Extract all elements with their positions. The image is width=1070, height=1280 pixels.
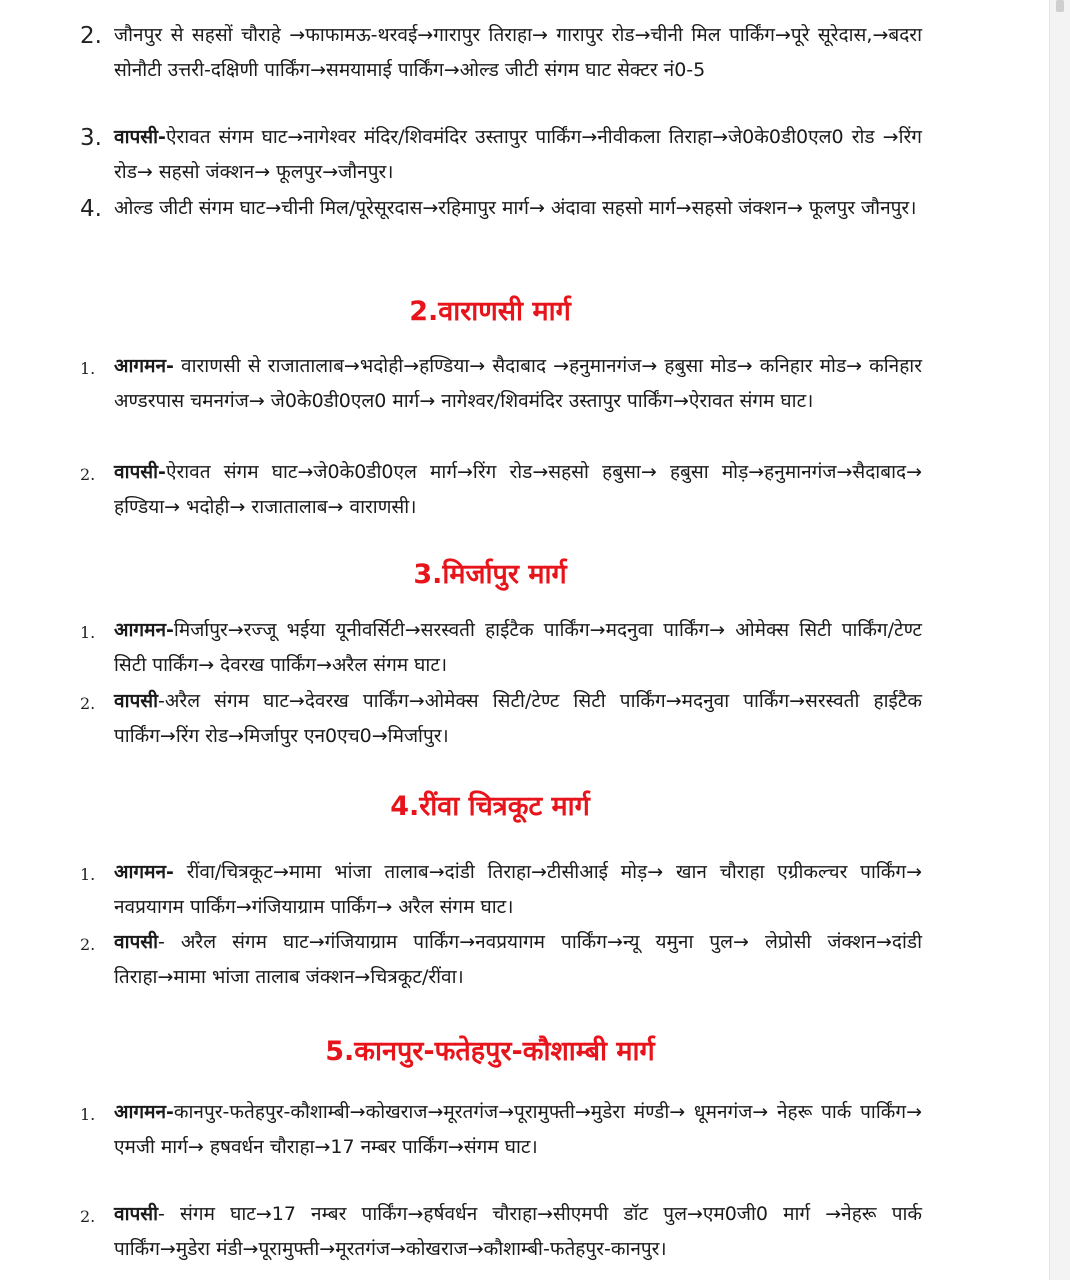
list-item <box>80 925 922 995</box>
list-item <box>80 855 922 925</box>
item-body: - अरैल संगम घाट→गंजियाग्राम पार्किंग→नवप्रयागम पार्किंग→न्यू यमुना पुल→ लेप्रोसी जंक्शन→दांडी तिराहा→मामा भांजा तालाब जंक्शन→चित्रकूट/रींवा। <box>114 931 922 988</box>
item-text <box>114 455 922 525</box>
list-item <box>80 455 922 525</box>
list-item <box>80 18 922 88</box>
item-text <box>114 613 922 683</box>
item-body: मिर्जापुर→रज्जू भईया यूनीवर्सिटी→सरस्वती हाईटैक पार्किंग→मदनुवा पार्किंग→ ओमेक्स सिटी पार्किंग/टेण्ट सिटी पार्किंग→ देवरख पार्किंग→अरैल संगम घाट। <box>114 619 922 676</box>
item-number: 2. <box>80 935 96 954</box>
item-text <box>114 1197 922 1267</box>
item-label: वापसी- <box>114 461 166 483</box>
item-number: 2. <box>80 23 102 49</box>
item-label: वापसी- <box>114 126 166 148</box>
list-item <box>80 684 922 754</box>
item-label: वापसी <box>114 931 159 953</box>
item-number: 1. <box>80 1105 96 1124</box>
item-text <box>114 1095 922 1165</box>
list-item <box>80 191 922 226</box>
section-heading-rewa-chitrakoot: 4.रींवा चित्रकूट मार्ग <box>390 791 590 822</box>
item-label: आगमन- <box>114 1101 174 1123</box>
item-text <box>114 349 922 419</box>
item-number: 2. <box>80 465 96 484</box>
item-number: 1. <box>80 359 96 378</box>
item-text <box>114 18 922 88</box>
item-label: वापसी <box>114 690 159 712</box>
item-number: 1. <box>80 865 96 884</box>
item-body: वाराणसी से राजातालाब→भदोही→हण्डिया→ सैदाबाद →हनुमानगंज→ हबुसा मोड→ कनिहार मोड→ कनिहार अण्डरपास चमनगंज→ जे0के0डी0एल0 मार्ग→ नागेश्वर/शिवमंदिर उस्तापुर पार्किंग→ऐरावत संगम घाट। <box>114 355 922 412</box>
item-text <box>114 855 922 925</box>
item-text <box>114 925 922 995</box>
item-number: 3. <box>80 125 102 151</box>
section-heading-mirzapur: 3.मिर्जापुर मार्ग <box>413 559 567 590</box>
list-item <box>80 613 922 683</box>
item-body: - संगम घाट→17 नम्बर पार्किंग→हर्षवर्धन चौराहा→सीएमपी डॉट पुल→एम0जी0 मार्ग →नेहरू पार्क पार्किंग→मुडेरा मंडी→पूरामुफ्ती→मूरतगंज→कोखराज→कौशाम्बी-फतेहपुर-कानपुर। <box>114 1203 922 1260</box>
item-body: ओल्ड जीटी संगम घाट→चीनी मिल/पूरेसूरदास→रहिमापुर मार्ग→ अंदावा सहसो मार्ग→सहसो जंक्शन→ फूलपुर जौनपुर। <box>114 197 917 219</box>
item-number: 1. <box>80 623 96 642</box>
item-body: -अरैल संगम घाट→देवरख पार्किंग→ओमेक्स सिटी/टेण्ट सिटी पार्किंग→मदनुवा पार्किंग→सरस्वती हाईटैक पार्किंग→रिंग रोड→मिर्जापुर एन0एच0→मिर्जापुर। <box>114 690 922 747</box>
list-item <box>80 1095 922 1165</box>
item-text <box>114 684 922 754</box>
item-text <box>114 120 922 190</box>
item-label: वापसी <box>114 1203 159 1225</box>
item-label: आगमन- <box>114 355 174 377</box>
item-text <box>114 191 922 226</box>
item-body: जौनपुर से सहसों चौराहे →फाफामऊ-थरवई→गारापुर तिराहा→ गारापुर रोड→चीनी मिल पार्किंग→पूरे सूरेदास,→बदरा सोनौटी उत्तरी-दक्षिणी पार्किंग→समयामाई पार्किंग→ओल्ड जीटी संगम घाट सेक्टर नं0-5 <box>114 24 922 81</box>
item-label: आगमन- <box>114 619 174 641</box>
section-heading-varanasi: 2.वाराणसी मार्ग <box>409 296 571 327</box>
item-number: 4. <box>80 196 102 222</box>
item-number: 2. <box>80 694 96 713</box>
item-body: रींवा/चित्रकूट→मामा भांजा तालाब→दांडी तिराहा→टीसीआई मोड़→ खान चौराहा एग्रीकल्चर पार्किंग→ नवप्रयागम पार्किंग→गंजियाग्राम पार्किंग→ अरैल संगम घाट। <box>114 861 922 918</box>
item-number: 2. <box>80 1207 96 1226</box>
section-heading-kanpur-fatehpur-kaushambi: 5.कानपुर-फतेहपुर-कौशाम्बी मार्ग <box>325 1036 655 1067</box>
item-body: ऐरावत संगम घाट→नागेश्वर मंदिर/शिवमंदिर उस्तापुर पार्किंग→नीवीकला तिराहा→जे0के0डी0एल0 रोड →रिंग रोड→ सहसो जंक्शन→ फूलपुर→जौनपुर। <box>114 126 922 183</box>
item-body: ऐरावत संगम घाट→जे0के0डी0एल मार्ग→रिंग रोड→सहसो हबुसा→ हबुसा मोड़→हनुमानगंज→सैदाबाद→ हण्डिया→ भदोही→ राजातालाब→ वाराणसी। <box>114 461 922 518</box>
vertical-scrollbar[interactable] <box>1049 0 1070 1280</box>
item-body: कानपुर-फतेहपुर-कौशाम्बी→कोखराज→मूरतगंज→पूरामुफ्ती→मुडेरा मंण्डी→ धूमनगंज→ नेहरू पार्क पार्किंग→ एमजी मार्ग→ हषवर्धन चौराहा→17 नम्बर पार्किंग→संगम घाट। <box>114 1101 922 1158</box>
list-item <box>80 120 922 190</box>
list-item <box>80 349 922 419</box>
item-label: आगमन- <box>114 861 174 883</box>
scrollbar-thumb[interactable] <box>1056 0 1064 12</box>
list-item <box>80 1197 922 1267</box>
